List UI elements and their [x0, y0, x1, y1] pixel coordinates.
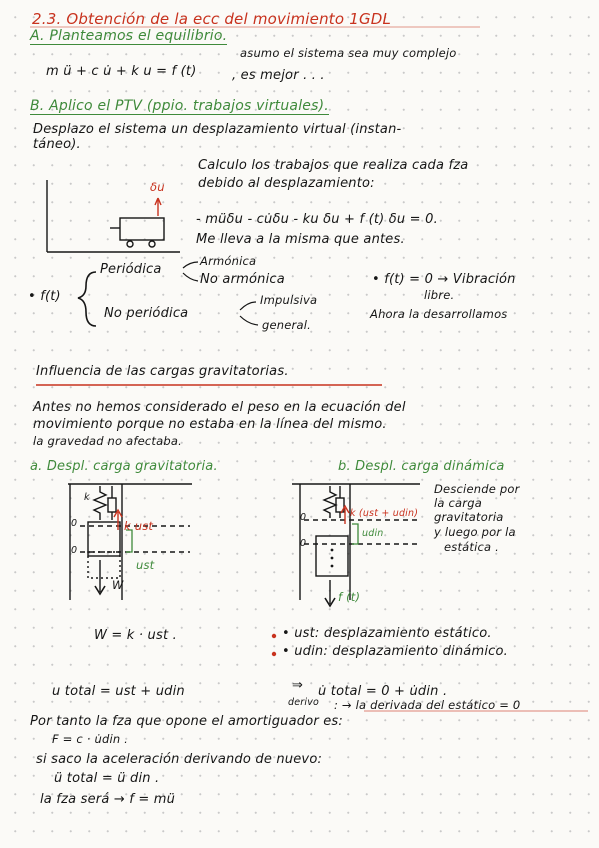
vibracion-line-1: • f(t) = 0 → Vibración: [372, 272, 516, 287]
despl-a-label: a. Despl. carga gravitatoria.: [30, 459, 218, 474]
page-title: 2.3. Obtención de la ecc del movimiento 1GDL: [32, 10, 392, 28]
desciende-line-1: Desciende por: [434, 482, 520, 496]
zero-label-a: 0: [71, 518, 78, 529]
derivada-note: : → la derivada del estático = 0: [334, 698, 521, 712]
si-saco-line: si saco la aceleración derivando de nuevo:: [36, 752, 323, 767]
no-armonica-label: No armónica: [200, 272, 285, 287]
desciende-line-3: gravitatoria: [434, 510, 504, 524]
eq-comment-2: , es mejor . . .: [232, 68, 325, 83]
ft-arrow-label: f (t): [338, 590, 361, 604]
antes-line-1: Antes no hemos considerado el peso en la ecuación del: [33, 400, 406, 415]
zero-label-d: 0: [300, 538, 307, 549]
desciende-line-5: estática .: [444, 540, 500, 554]
desplazo-line-2: táneo).: [33, 137, 81, 152]
equation-of-motion: m ü + c u̇ + k u = f (t): [46, 64, 197, 79]
uddot-equation: ü total = ü din .: [54, 771, 160, 786]
utotal-equation: u total = ust + udin: [52, 684, 185, 699]
udin-definition: • udin: desplazamiento dinámico.: [282, 644, 508, 659]
portanto-line: Por tanto la fza que opone el amortiguador es:: [30, 714, 343, 729]
fza-final-line: la fza será → f = mü: [40, 792, 176, 807]
w-label: W: [112, 578, 124, 592]
section-b-heading: B. Aplico el PTV (ppio. trabajos virtuales).: [30, 98, 329, 114]
du-label: δu: [150, 180, 165, 194]
utotal-dot-equation: u̇ total = 0 + u̇din .: [318, 684, 448, 699]
ptv-result: Me lleva a la misma que antes.: [196, 232, 405, 247]
k-ust-udin-label: k (ust + udin): [350, 508, 419, 519]
antes-line-2: movimiento porque no estaba en la línea del mismo.: [33, 417, 387, 432]
ust-definition: • ust: desplazamiento estático.: [282, 626, 492, 641]
despl-b-label: b. Despl. carga dinámica: [338, 459, 505, 474]
impulsiva-label: Impulsiva: [260, 293, 318, 307]
zero-label-c: 0: [300, 512, 307, 523]
implies-symbol: ⇒: [292, 678, 304, 693]
armonica-label: Armónica: [200, 254, 257, 268]
periodica-label: Periódica: [100, 262, 162, 277]
zero-label-b: 0: [71, 545, 78, 556]
derivo-label: derivo: [288, 697, 320, 708]
udin-label: udin: [362, 528, 384, 539]
eq-comment-1: asumo el sistema sea muy complejo: [240, 46, 457, 60]
desciende-line-2: la carga: [434, 496, 482, 510]
vibracion-line-2: libre.: [424, 288, 455, 302]
no-periodica-label: No periódica: [104, 306, 189, 321]
general-label: general.: [262, 318, 311, 332]
k-label: k: [84, 492, 90, 503]
kust-label: k ust: [124, 519, 154, 533]
brace-icon: [78, 272, 96, 326]
antes-line-3: la gravedad no afectaba.: [33, 434, 182, 448]
influencia-heading: Influencia de las cargas gravitatorias.: [36, 364, 289, 379]
desciende-line-4: y luego por la: [434, 525, 516, 539]
ft-label: • f(t): [28, 289, 61, 304]
ptv-equation: - müδu - cu̇δu - ku δu + f (t) δu = 0.: [196, 212, 438, 227]
ust-label: ust: [136, 558, 155, 572]
w-equation: W = k · ust .: [94, 628, 177, 643]
desplazo-line-1: Desplazo el sistema un desplazamiento virtual (instan-: [33, 122, 402, 137]
calculo-line-2: debido al desplazamiento:: [198, 176, 375, 191]
section-a-heading: A. Planteamos el equilibrio.: [30, 28, 228, 44]
calculo-line-1: Calculo los trabajos que realiza cada fza: [198, 158, 469, 173]
desarrollamos-label: Ahora la desarrollamos: [370, 307, 508, 321]
F-equation: F = c · u̇din .: [52, 732, 129, 746]
